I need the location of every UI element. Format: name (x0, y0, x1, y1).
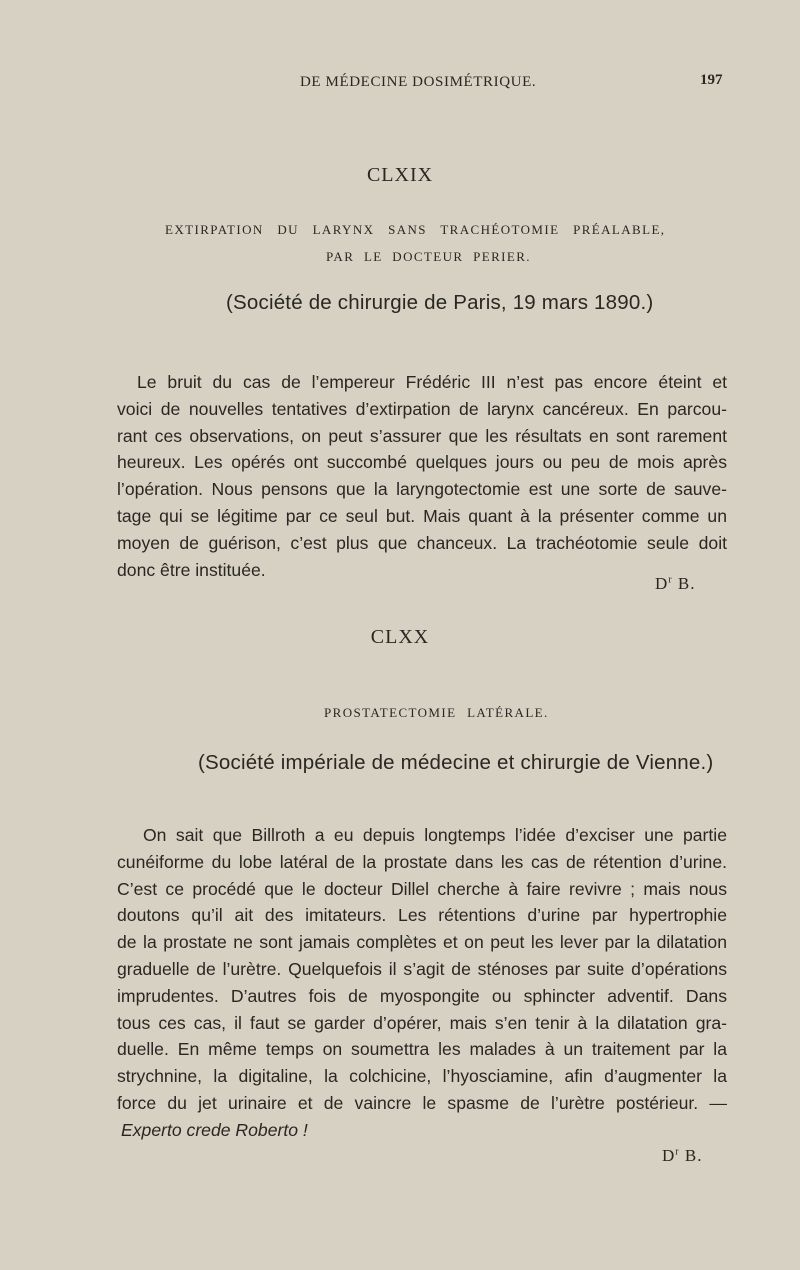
signature-sup: r (675, 1146, 680, 1158)
article-2-signature (662, 1146, 702, 1166)
article-1-line: heureux. Les opérés ont succombé quelques jours ou peu de mois après (117, 452, 727, 473)
article-1-line: rant ces observations, on peut s’assurer que les résultats en sont rarement (117, 425, 727, 446)
article-2-line: C’est ce procédé que le docteur Dillel cherche à faire revivre ; mais nous (117, 878, 727, 899)
article-2-line: strychnine, la digitaline, la colchicine, l’hyosciamine, afin d’augmenter la (117, 1066, 727, 1087)
article-2-society: (Société impériale de médecine et chirurgie de Vienne.) (198, 751, 714, 774)
article-2-line: On sait que Billroth a eu depuis longtemps l’idée d’exciser une partie (143, 825, 727, 845)
article-2-line: duelle. En même temps on soumettra les malades à un traitement par la (117, 1039, 727, 1060)
article-1-society: (Société de chirurgie de Paris, 19 mars 1890.) (226, 291, 654, 314)
article-1-line: tage qui se légitime par ce seul but. Mais quant à la présenter comme un (117, 505, 727, 526)
article-2-body (117, 822, 727, 1144)
running-head: DE MÉDECINE DOSIMÉTRIQUE. (300, 74, 537, 90)
article-2-title: PROSTATECTOMIE LATÉRALE. (324, 705, 549, 720)
article-1-line: l’opération. Nous pensons que la laryngotectomie est une sorte de sauve- (117, 479, 727, 500)
article-2-line: cunéiforme du lobe latéral de la prostate dans les cas de rétention d’urine. (117, 851, 727, 872)
signature-initial: B. (684, 1146, 703, 1165)
article-2-line: graduelle de l’urètre. Quelquefois il s’agit de sténoses par suite d’opérations (117, 958, 727, 979)
article-2-line: force du jet urinaire et de vaincre le spasme de l’urètre postérieur. — (117, 1092, 727, 1113)
article-1-line: voici de nouvelles tentatives d’extirpation de larynx cancéreux. En parcou- (117, 398, 727, 419)
article-1-numeral: CLXIX (366, 164, 434, 186)
article-2-line: doutons qu’il ait des imitateurs. Les rétentions d’urine par hypertrophie (117, 905, 727, 926)
article-2-numeral: CLXX (370, 626, 430, 648)
article-1-line: donc être instituée. (117, 559, 266, 580)
article-2-line: tous ces cas, il faut se garder d’opérer, mais s’en tenir à la dilatation gra- (117, 1012, 727, 1033)
article-1-line: Le bruit du cas de l’empereur Frédéric III n’est pas encore éteint et (137, 372, 727, 392)
article-1-signature (655, 574, 695, 594)
signature-dr: D (662, 1146, 676, 1165)
signature-sup: r (668, 574, 673, 586)
article-2-line: imprudentes. D’autres fois de myospongite ou sphincter adventif. Dans (117, 985, 727, 1006)
article-1-title-line-2: PAR LE DOCTEUR PERIER. (326, 249, 531, 264)
article-2-line: de la prostate ne sont jamais complètes et on peut les lever par la dilatation (117, 932, 727, 953)
page-number: 197 (700, 72, 723, 88)
signature-dr: D (655, 574, 669, 593)
closing-quote: Experto crede Roberto ! (121, 1119, 308, 1140)
article-1-title-line-1: EXTIRPATION DU LARYNX SANS TRACHÉOTOMIE PRÉALABLE, (165, 222, 666, 237)
article-1-body (117, 369, 727, 586)
article-1-line: moyen de guérison, c’est plus que chanceux. La trachéotomie seule doit (117, 532, 727, 553)
signature-initial: B. (677, 574, 696, 593)
